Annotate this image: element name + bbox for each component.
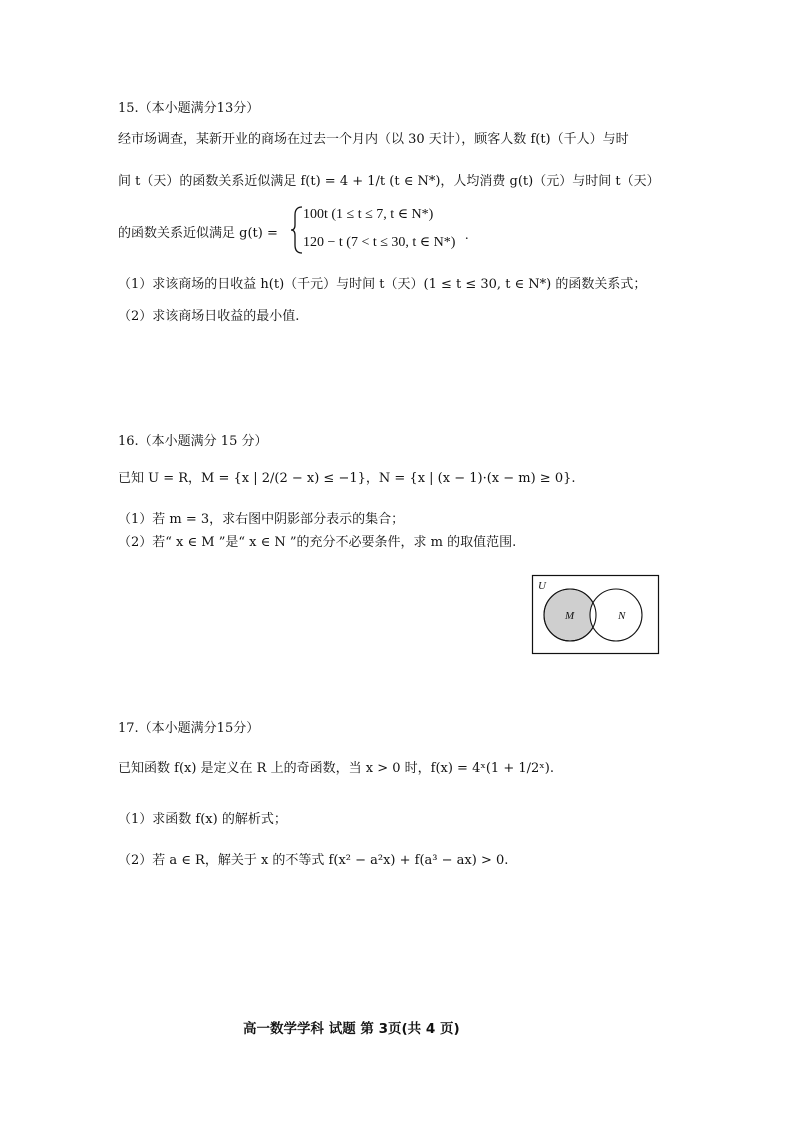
- q16-sub1: （1）若 m = 3，求右图中阴影部分表示的集合；: [118, 512, 405, 527]
- q15-line3-prefix: 的函数关系近似满足 g(t) =: [118, 226, 278, 241]
- q17-heading: 17.（本小题满分15分）: [118, 721, 260, 736]
- venn-m-label: M: [565, 610, 575, 622]
- q15-sub2: （2）求该商场日收益的最小值.: [118, 309, 300, 324]
- venn-diagram: [532, 575, 660, 655]
- q15-sub1: （1）求该商场的日收益 h(t)（千元）与时间 t（天）(1 ≤ t ≤ 30, t ∈ N*) 的函数关系式；: [118, 277, 647, 292]
- q16-heading: 16.（本小题满分 15 分）: [118, 434, 268, 449]
- q15-piecewise-brace: [290, 205, 304, 255]
- q16-sub2: （2）若“ x ∈ M ”是“ x ∈ N ”的充分不必要条件，求 m 的取值范围.: [118, 535, 517, 550]
- q15-case2: 120 − t (7 < t ≤ 30, t ∈ N*): [303, 235, 456, 250]
- q15-heading: 15.（本小题满分13分）: [118, 101, 260, 116]
- venn-u-label: U: [538, 580, 546, 592]
- q15-line2: 间 t（天）的函数关系近似满足 f(t) = 4 + 1/t (t ∈ N*)，人均消费 g(t)（元）与时间 t（天）: [118, 174, 660, 189]
- page-footer: 高一数学学科 试题 第 3页(共 4 页): [243, 1021, 460, 1037]
- q17-line1: 已知函数 f(x) 是定义在 R 上的奇函数，当 x > 0 时，f(x) = 4ˣ(1 + 1/2ˣ).: [118, 761, 554, 776]
- venn-n-label: N: [618, 610, 626, 622]
- q17-sub2: （2）若 a ∈ R，解关于 x 的不等式 f(x² − a²x) + f(a³ − ax) > 0.: [118, 853, 509, 868]
- q16-line1: 已知 U = R，M = {x | 2/(2 − x) ≤ −1}，N = {x | (x − 1)·(x − m) ≥ 0}.: [118, 471, 576, 486]
- venn-set-n: [590, 589, 642, 641]
- q15-case-end: .: [465, 228, 469, 243]
- q15-case1: 100t (1 ≤ t ≤ 7, t ∈ N*): [303, 207, 434, 222]
- q17-sub1: （1）求函数 f(x) 的解析式；: [118, 812, 287, 827]
- q15-line1: 经市场调查，某新开业的商场在过去一个月内（以 30 天计），顾客人数 f(t)（千人）与时: [118, 132, 629, 147]
